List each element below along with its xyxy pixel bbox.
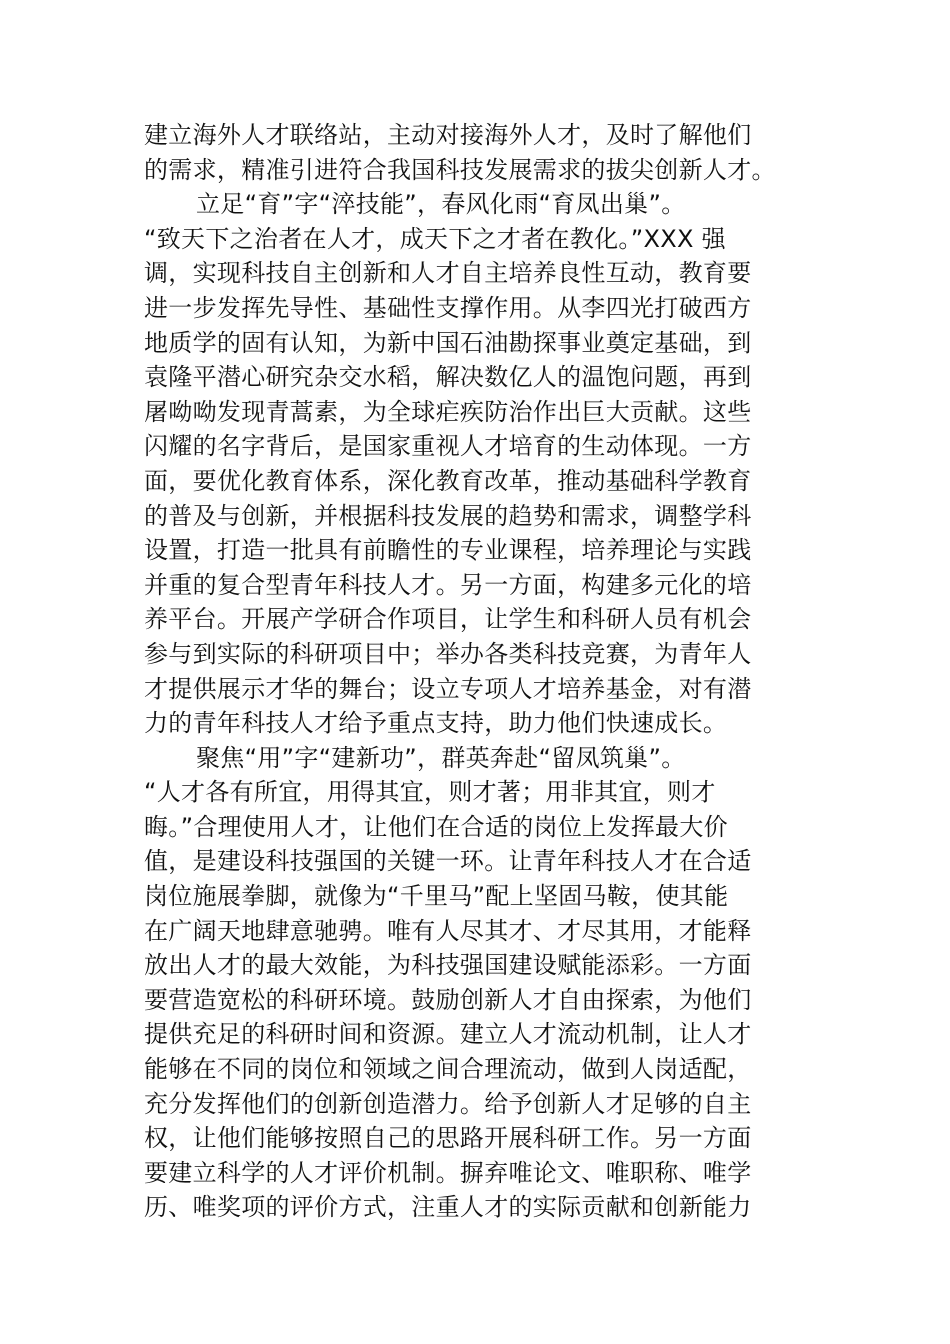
text-line: 并重的复合型青年科技人才。另一方面，构建多元化的培 [144, 570, 752, 599]
text-line: “致天下之治者在人才，成天下之才者在教化。”XXX 强 [144, 224, 726, 253]
text-line: “人才各有所宜，用得其宜，则才著；用非其宜，则才 [144, 778, 716, 807]
text-line: 晦。”合理使用人才，让他们在合适的岗位上发挥最大价 [144, 812, 728, 841]
text-line: 能够在不同的岗位和领域之间合理流动，做到人岗适配， [144, 1055, 752, 1084]
text-line: 值，是建设科技强国的关键一环。让青年科技人才在合适 [144, 847, 752, 876]
section-heading-line: 聚焦“用”字“建新功”，群英奔赴“留凤筑巢”。 [196, 743, 686, 772]
text-line: 进一步发挥先导性、基础性支撑作用。从李四光打破西方 [144, 293, 752, 322]
text-line: 的需求，精准引进符合我国科技发展需求的拔尖创新人才。 [144, 155, 776, 184]
text-line: 要建立科学的人才评价机制。摒弃唯论文、唯职称、唯学 [144, 1158, 752, 1187]
body-text [144, 118, 808, 1225]
text-line: 屠呦呦发现青蒿素，为全球疟疾防治作出巨大贡献。这些 [144, 397, 752, 426]
text-line: 调，实现科技自主创新和人才自主培养良性互动，教育要 [144, 259, 752, 288]
text-line: 参与到实际的科研项目中；举办各类科技竞赛，为青年人 [144, 639, 752, 668]
text-line: 力的青年科技人才给予重点支持，助力他们快速成长。 [144, 709, 728, 738]
text-line: 养平台。开展产学研合作项目，让学生和科研人员有机会 [144, 605, 752, 634]
text-line: 权，让他们能够按照自己的思路开展科研工作。另一方面 [144, 1124, 752, 1153]
text-line: 地质学的固有认知，为新中国石油勘探事业奠定基础，到 [144, 328, 752, 357]
section-heading-line: 立足“育”字“淬技能”，春风化雨“育凤出巢”。 [196, 190, 686, 219]
text-line: 建立海外人才联络站，主动对接海外人才，及时了解他们 [144, 121, 752, 149]
text-line: 在广阔天地肆意驰骋。唯有人尽其才、才尽其用，才能释 [144, 916, 752, 945]
text-line: 放出人才的最大效能，为科技强国建设赋能添彩。一方面 [144, 951, 752, 980]
text-line: 袁隆平潜心研究杂交水稻，解决数亿人的温饱问题，再到 [144, 363, 752, 392]
text-line: 岗位施展拳脚，就像为“千里马”配上坚固马鞍，使其能 [144, 882, 729, 911]
text-line: 设置，打造一批具有前瞻性的专业课程，培养理论与实践 [144, 536, 752, 565]
text-line: 提供充足的科研时间和资源。建立人才流动机制，让人才 [144, 1020, 752, 1049]
text-line: 闪耀的名字背后，是国家重视人才培育的生动体现。一方 [144, 432, 752, 461]
text-line: 充分发挥他们的创新创造潜力。给予创新人才足够的自主 [144, 1089, 752, 1118]
text-line: 才提供展示才华的舞台；设立专项人才培养基金，对有潜 [144, 674, 752, 703]
text-line: 面，要优化教育体系，深化教育改革，推动基础科学教育 [144, 466, 752, 495]
text-line: 的普及与创新，并根据科技发展的趋势和需求，调整学科 [144, 501, 752, 530]
text-line: 要营造宽松的科研环境。鼓励创新人才自由探索，为他们 [144, 985, 752, 1014]
text-line: 历、唯奖项的评价方式，注重人才的实际贡献和创新能力 [144, 1193, 752, 1222]
